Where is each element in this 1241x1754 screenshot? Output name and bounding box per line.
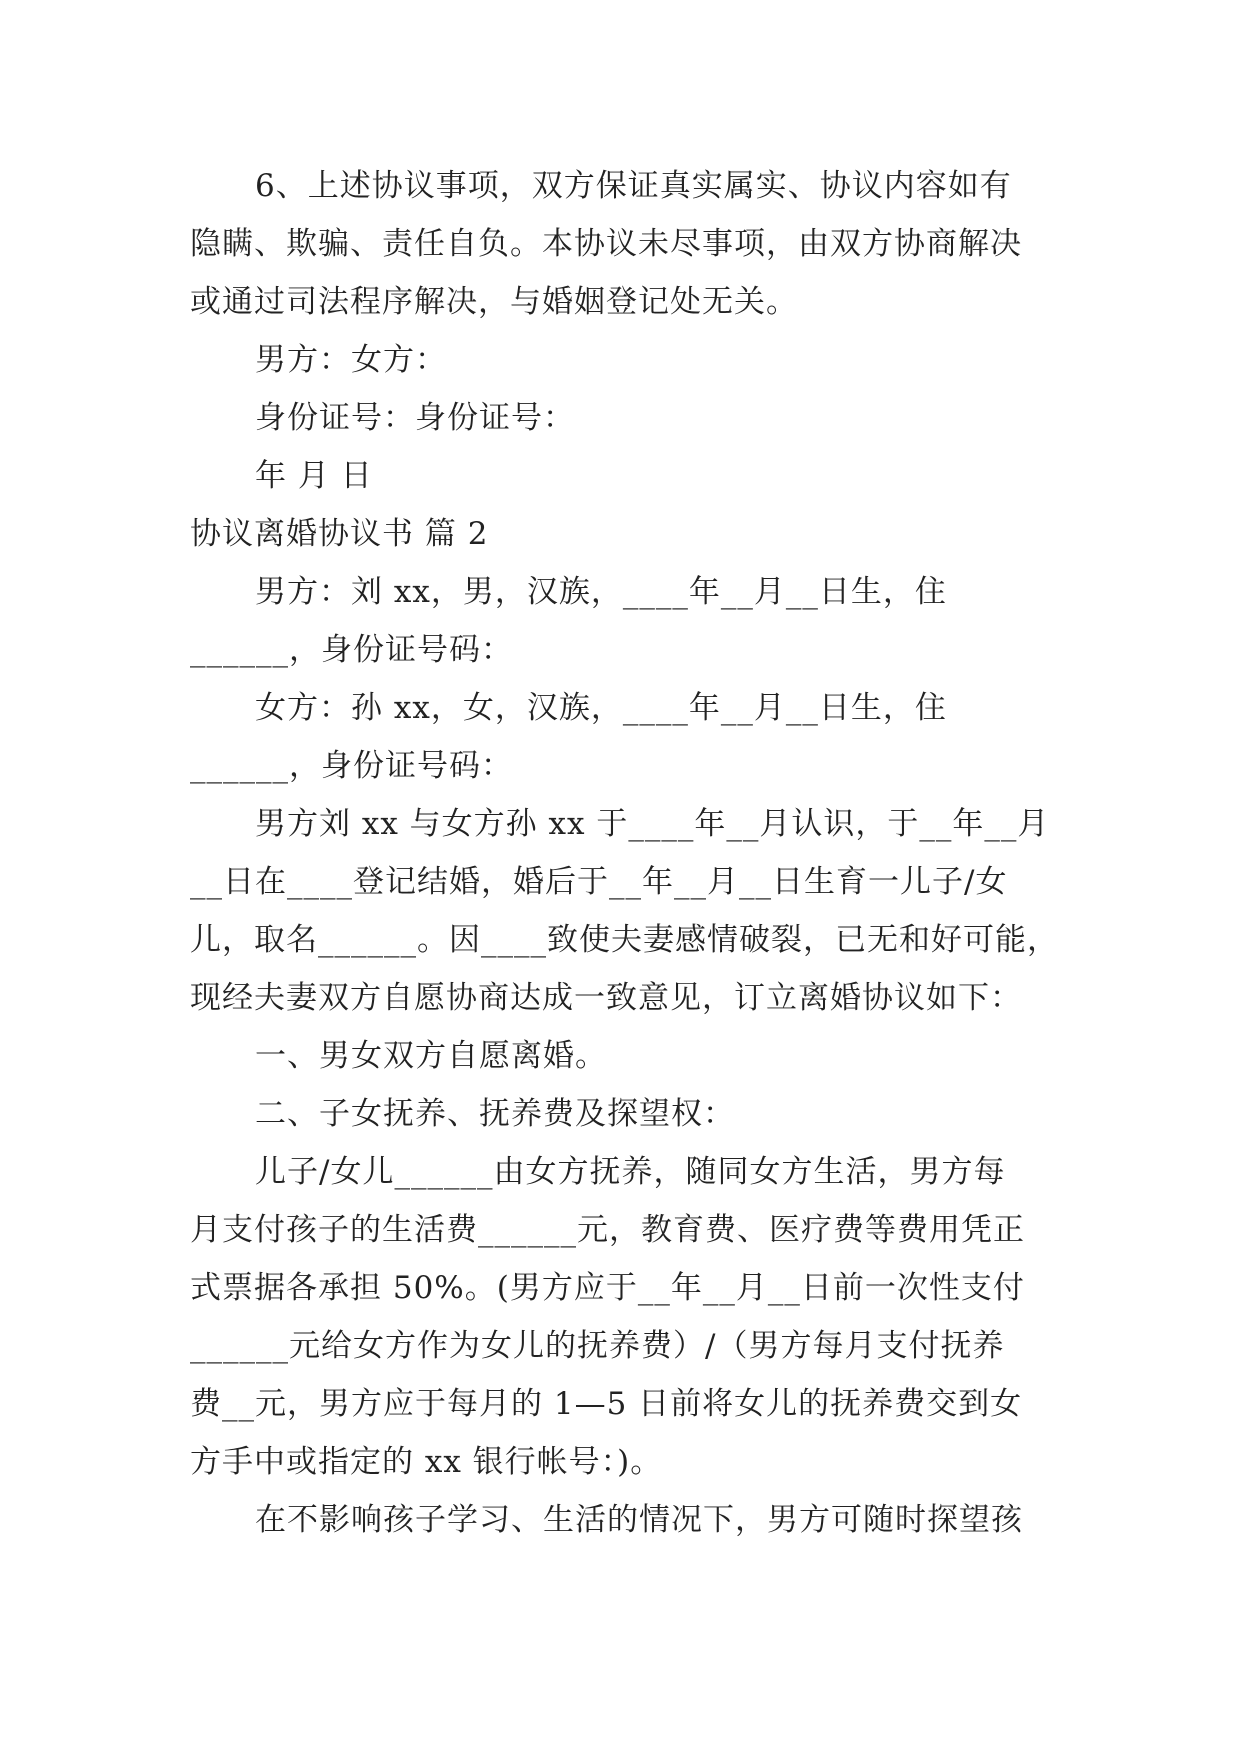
paragraph-line: 6、上述协议事项，双方保证真实属实、协议内容如有 — [255, 168, 1012, 204]
paragraph-line: 方手中或指定的 xx 银行帐号：)。 — [190, 1444, 663, 1480]
paragraph-line: 式票据各承担 50%。(男方应于__年__月__日前一次性支付 — [190, 1270, 1025, 1306]
paragraph-line: ______元给女方作为女儿的抚养费）/（男方每月支付抚养 — [190, 1328, 1005, 1364]
paragraph-line: 或通过司法程序解决，与婚姻登记处无关。 — [190, 284, 798, 320]
paragraph-line: ______，身份证号码： — [190, 748, 513, 784]
paragraph-line: 在不影响孩子学习、生活的情况下，男方可随时探望孩 — [255, 1502, 1023, 1538]
clause-line: 一、男女双方自愿离婚。 — [255, 1038, 607, 1074]
paragraph-line: 费__元，男方应于每月的 1—5 日前将女儿的抚养费交到女 — [190, 1386, 1023, 1422]
section-heading: 协议离婚协议书 篇 2 — [190, 516, 489, 552]
signature-line: 男方：女方： — [255, 342, 447, 378]
paragraph-line: 隐瞒、欺骗、责任自负。本协议未尽事项，由双方协商解决 — [190, 226, 1022, 262]
paragraph-line: 男方：刘 xx，男，汉族，____年__月__日生，住 — [255, 574, 947, 610]
paragraph-line: 女方：孙 xx，女，汉族，____年__月__日生，住 — [255, 690, 947, 726]
paragraph-line: 男方刘 xx 与女方孙 xx 于____年__月认识，于__年__月 — [255, 806, 1050, 842]
clause-line: 二、子女抚养、抚养费及探望权： — [255, 1096, 735, 1132]
paragraph-line: 现经夫妻双方自愿协商达成一致意见，订立离婚协议如下： — [190, 980, 1022, 1016]
id-number-line: 身份证号：身份证号： — [255, 400, 575, 436]
paragraph-line: 月支付孩子的生活费______元，教育费、医疗费等费用凭正 — [190, 1212, 1025, 1248]
paragraph-line: ______，身份证号码： — [190, 632, 513, 668]
paragraph-line: 儿子/女儿______由女方抚养，随同女方生活，男方每 — [255, 1154, 1006, 1190]
paragraph-line: 儿，取名______。因____致使夫妻感情破裂，已无和好可能， — [190, 922, 1059, 958]
date-line: 年 月 日 — [255, 458, 373, 494]
paragraph-line: __日在____登记结婚，婚后于__年__月__日生育一儿子/女 — [190, 864, 1008, 900]
